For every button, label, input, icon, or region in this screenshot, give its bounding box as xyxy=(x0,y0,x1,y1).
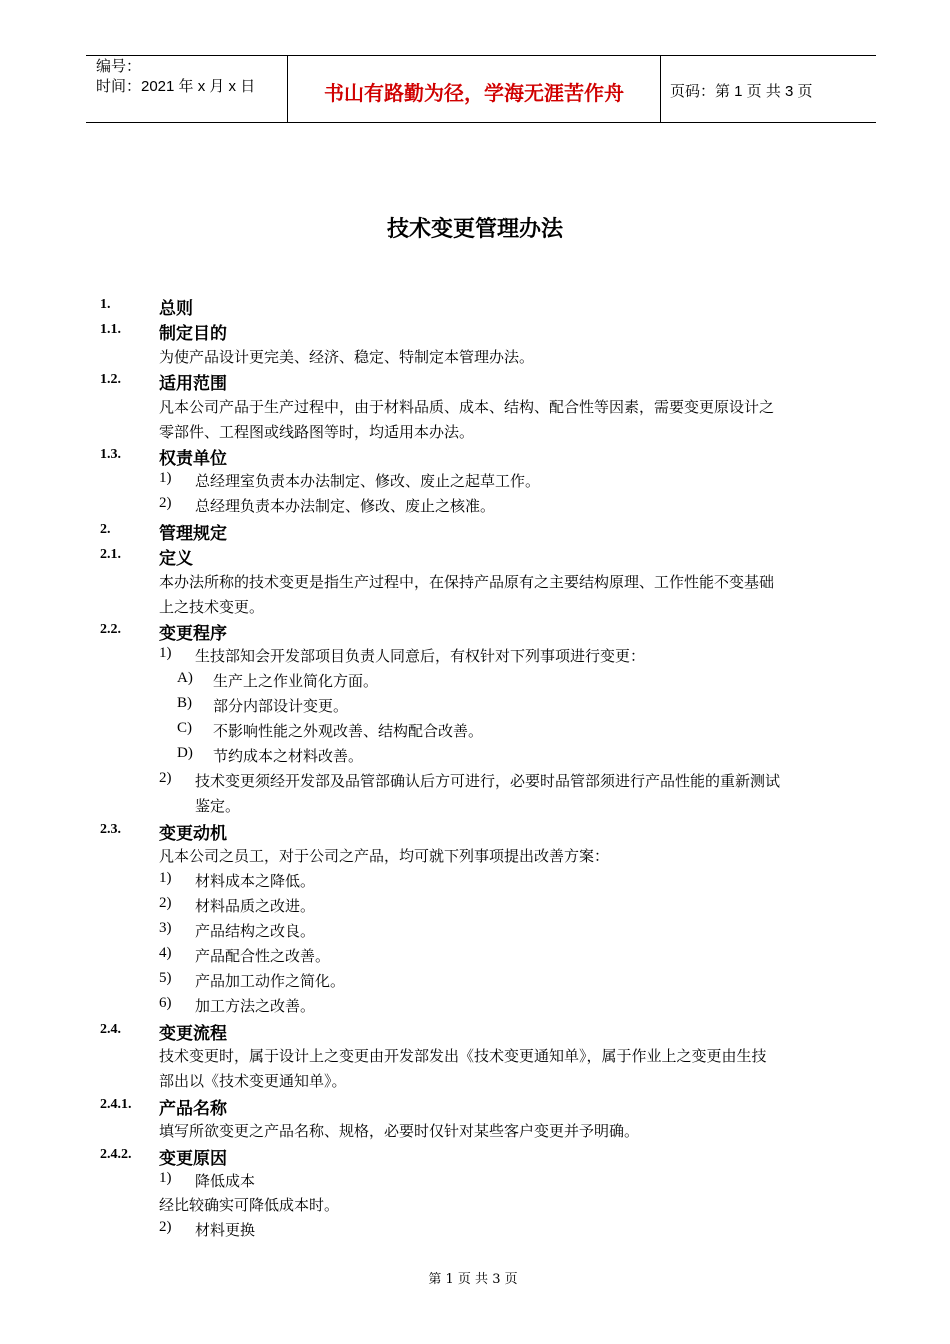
paragraph-line: 凡本公司之员工，对于公司之产品，均可就下列事项提出改善方案： xyxy=(159,847,610,865)
section-number: 2.2. xyxy=(100,622,121,637)
list-item: 材料更换 xyxy=(195,1221,256,1239)
list-item: 加工方法之改善。 xyxy=(195,997,316,1015)
paragraph-line: 为使产品设计更完美、经济、稳定、特制定本管理办法。 xyxy=(159,348,535,366)
list-item: 生产上之作业简化方面。 xyxy=(213,672,379,690)
list-marker: 4) xyxy=(159,945,172,961)
section-heading: 权责单位 xyxy=(159,449,227,469)
section-number: 2.4. xyxy=(100,1022,121,1037)
list-item-continuation: 鉴定。 xyxy=(195,797,241,815)
section-heading: 总则 xyxy=(159,299,193,319)
section-heading: 产品名称 xyxy=(159,1099,227,1119)
page-footer xyxy=(0,1268,950,1287)
paragraph-line: 经比较确实可降低成本时。 xyxy=(159,1196,340,1214)
list-marker: D) xyxy=(177,745,193,761)
time-label: 时间：2021 年 x 月 x 日 xyxy=(96,78,256,95)
list-marker: C) xyxy=(177,720,192,736)
section-heading: 变更原因 xyxy=(159,1149,227,1169)
section-number: 2.3. xyxy=(100,822,121,837)
header-bottom-rule xyxy=(86,122,876,123)
list-marker: 2) xyxy=(159,770,172,786)
header-top-rule xyxy=(86,55,876,56)
section-number: 1. xyxy=(100,297,111,312)
paragraph-line: 凡本公司产品于生产过程中，由于材料品质、成本、结构、配合性等因素，需要变更原设计之 xyxy=(159,398,775,416)
section-number: 2.4.2. xyxy=(100,1147,132,1162)
list-marker: 6) xyxy=(159,995,172,1011)
list-marker: 1) xyxy=(159,645,172,661)
section-heading: 制定目的 xyxy=(159,324,227,344)
section-number: 1.1. xyxy=(100,322,121,337)
paragraph-line: 部出以《技术变更通知单》。 xyxy=(159,1072,347,1090)
list-item: 生技部知会开发部项目负责人同意后，有权针对下列事项进行变更： xyxy=(195,647,646,665)
section-heading: 变更动机 xyxy=(159,824,227,844)
section-number: 2.1. xyxy=(100,547,121,562)
paragraph-line: 填写所欲变更之产品名称、规格，必要时仅针对某些客户变更并予明确。 xyxy=(159,1122,640,1140)
footer-page-number: 第 1 页 共 3 页 xyxy=(428,1272,518,1287)
list-item: 部分内部设计变更。 xyxy=(213,697,349,715)
list-item: 技术变更须经开发部及品管部确认后方可进行，必要时品管部须进行产品性能的重新测试 xyxy=(195,772,781,790)
paragraph-line: 上之技术变更。 xyxy=(159,598,265,616)
list-marker: 3) xyxy=(159,920,172,936)
paragraph-line: 零部件、工程图或线路图等时，均适用本办法。 xyxy=(159,423,475,441)
section-number: 1.3. xyxy=(100,447,121,462)
list-marker: 1) xyxy=(159,1170,172,1186)
list-item: 节约成本之材料改善。 xyxy=(213,747,364,765)
section-heading: 变更程序 xyxy=(159,624,227,644)
list-marker: A) xyxy=(177,670,193,686)
list-marker: 1) xyxy=(159,470,172,486)
list-item: 总经理室负责本办法制定、修改、废止之起草工作。 xyxy=(195,472,541,490)
section-number: 2. xyxy=(100,522,111,537)
list-marker: B) xyxy=(177,695,192,711)
section-heading: 变更流程 xyxy=(159,1024,227,1044)
list-item: 不影响性能之外观改善、结构配合改善。 xyxy=(213,722,484,740)
list-marker: 2) xyxy=(159,495,172,511)
list-item: 材料品质之改进。 xyxy=(195,897,316,915)
section-heading: 适用范围 xyxy=(159,374,227,394)
paragraph-line: 本办法所称的技术变更是指生产过程中，在保持产品原有之主要结构原理、工作性能不变基础 xyxy=(159,573,775,591)
list-item: 总经理负责本办法制定、修改、废止之核准。 xyxy=(195,497,496,515)
list-marker: 2) xyxy=(159,1219,172,1235)
header-meta xyxy=(96,57,255,97)
section-heading: 管理规定 xyxy=(159,524,227,544)
section-heading: 定义 xyxy=(159,549,193,569)
list-marker: 1) xyxy=(159,870,172,886)
list-marker: 2) xyxy=(159,895,172,911)
list-item: 产品结构之改良。 xyxy=(195,922,316,940)
header-divider-right xyxy=(660,55,661,123)
list-item: 产品配合性之改善。 xyxy=(195,947,331,965)
header-page-info: 页码：第 1 页 共 3 页 xyxy=(670,83,813,100)
list-marker: 5) xyxy=(159,970,172,986)
section-number: 1.2. xyxy=(100,372,121,387)
serial-label: 编号： xyxy=(96,58,142,75)
list-item: 产品加工动作之简化。 xyxy=(195,972,346,990)
section-number: 2.4.1. xyxy=(100,1097,132,1112)
list-item: 降低成本 xyxy=(195,1172,256,1190)
paragraph-line: 技术变更时，属于设计上之变更由开发部发出《技术变更通知单》，属于作业上之变更由生技 xyxy=(159,1047,767,1065)
document-title: 技术变更管理办法 xyxy=(386,217,563,242)
header-motto: 书山有路勤为径，学海无涯苦作舟 xyxy=(324,81,624,105)
list-item: 材料成本之降低。 xyxy=(195,872,316,890)
